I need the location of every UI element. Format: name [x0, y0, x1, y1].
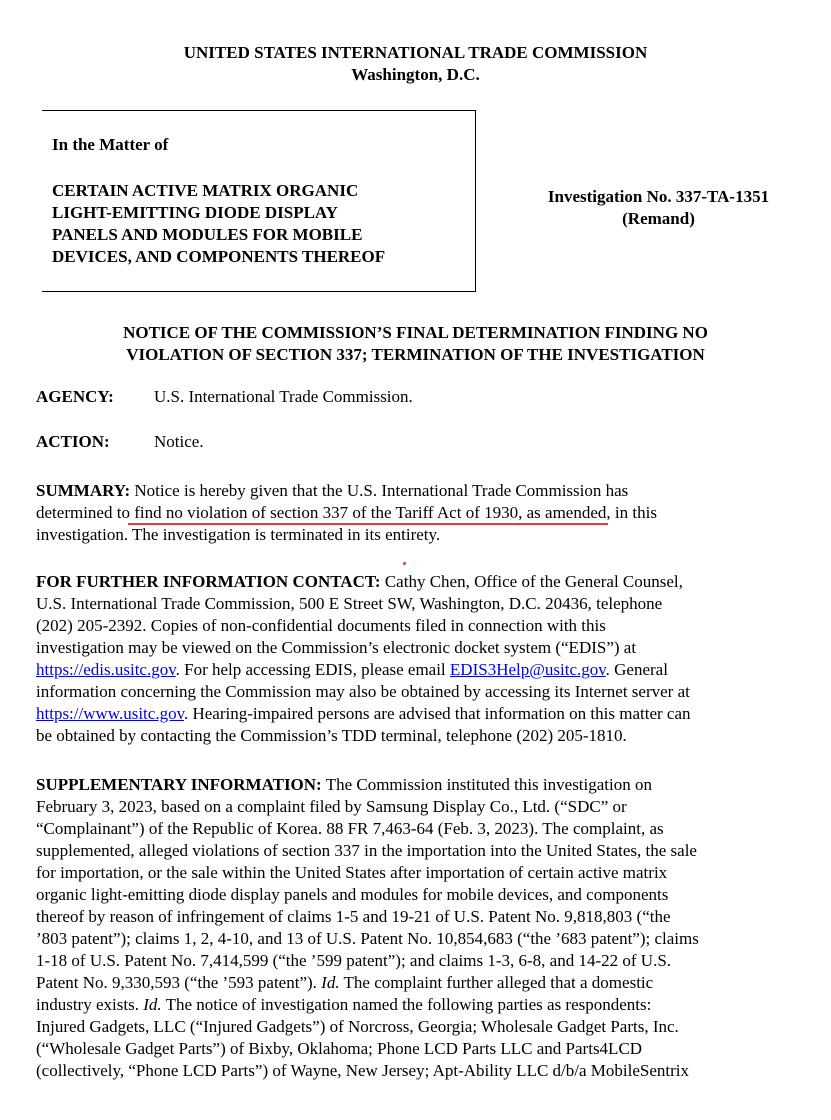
summary-line: investigation. The investigation is terminated in its entirety.	[36, 525, 441, 544]
red-underline-annotation	[128, 523, 608, 525]
supplementary-line: ’803 patent”); claims 1, 2, 4-10, and 13 of U.S. Patent No. 10,854,683 (“the ’683 patent”); claims	[36, 929, 699, 948]
summary-text: Notice is hereby given that the U.S. International Trade Commission has	[134, 481, 629, 500]
supplementary-label: SUPPLEMENTARY INFORMATION:	[36, 775, 322, 794]
action-line	[36, 431, 204, 453]
supplementary-line: (“Wholesale Gadget Parts”) of Bixby, Oklahoma; Phone LCD Parts LLC and Parts4LCD	[36, 1039, 643, 1058]
contact-text: . For help accessing EDIS, please email	[175, 660, 450, 679]
in-the-matter-of: In the Matter of	[52, 135, 169, 154]
agency-label: AGENCY:	[36, 387, 114, 406]
agency-text: U.S. International Trade Commission.	[154, 387, 413, 406]
contact-line: investigation may be viewed on the Commission’s electronic docket system (“EDIS”) at	[36, 638, 637, 657]
contact-line	[36, 659, 668, 681]
action-text: Notice.	[154, 432, 204, 451]
case-title-line: CERTAIN ACTIVE MATRIX ORGANIC	[52, 181, 359, 200]
supplementary-line: organic light-emitting diode display panels and modules for mobile devices, and components	[36, 885, 669, 904]
supplementary-text: The Commission instituted this investigation on	[325, 775, 652, 794]
case-title-line: DEVICES, AND COMPONENTS THEREOF	[52, 247, 386, 266]
supplementary-line: thereof by reason of infringement of claims 1-5 and 19-21 of U.S. Patent No. 9,818,803 (“the	[36, 907, 671, 926]
supplementary-text: industry exists.	[36, 995, 144, 1014]
action-label: ACTION:	[36, 432, 110, 451]
supplementary-text: Patent No. 9,330,593 (“the ’593 patent”).	[36, 973, 322, 992]
notice-title-line: VIOLATION OF SECTION 337; TERMINATION OF THE INVESTIGATION	[126, 345, 705, 364]
usitc-link[interactable]: https://www.usitc.gov	[36, 704, 184, 723]
summary-label: SUMMARY:	[36, 481, 131, 500]
case-title	[52, 180, 472, 268]
agency-line	[36, 386, 413, 408]
supplementary-line: Injured Gadgets, LLC (“Injured Gadgets”) of Norcross, Georgia; Wholesale Gadget Parts, Inc.	[36, 1017, 679, 1036]
supplementary-line: February 3, 2023, based on a complaint filed by Samsung Display Co., Ltd. (“SDC” or	[36, 797, 627, 816]
contact-text: . General	[605, 660, 668, 679]
summary-text: , as amended, in this	[518, 503, 657, 522]
supplementary-text: The notice of investigation named the following parties as respondents:	[161, 995, 652, 1014]
contact-line	[36, 571, 683, 593]
contact-line: be obtained by contacting the Commission’s TDD terminal, telephone (202) 205-1810.	[36, 726, 627, 745]
contact-line: (202) 205-2392. Copies of non-confidential documents filed in connection with this	[36, 616, 606, 635]
highlighted-finding: to find no violation of section 337 of the Tariff Act of 1930	[116, 503, 519, 522]
supplementary-line: supplemented, alleged violations of section 337 in the importation into the United States, the sale	[36, 841, 697, 860]
investigation-number-text: Investigation No. 337-TA-1351	[547, 187, 770, 206]
supplementary-line: for importation, or the sale within the United States after importation of certain active matrix	[36, 863, 668, 882]
case-title-line: PANELS AND MODULES FOR MOBILE	[52, 225, 363, 244]
contact-line: information concerning the Commission may also be obtained by accessing its Internet server at	[36, 682, 690, 701]
supplementary-line: (collectively, “Phone LCD Parts”) of Wayne, New Jersey; Apt-Ability LLC d/b/a MobileSentrix	[36, 1061, 689, 1080]
agency-header: UNITED STATES INTERNATIONAL TRADE COMMISSION	[183, 43, 648, 62]
remand-label: (Remand)	[622, 209, 695, 228]
location-header: Washington, D.C.	[351, 65, 480, 84]
supplementary-line	[36, 972, 653, 994]
notice-title-line: NOTICE OF THE COMMISSION’S FINAL DETERMINATION FINDING NO	[123, 323, 708, 342]
red-dot-annotation	[403, 562, 406, 565]
edis-help-email-link[interactable]: EDIS3Help@usitc.gov	[449, 660, 606, 679]
contact-label: FOR FURTHER INFORMATION CONTACT:	[36, 572, 381, 591]
contact-text: . Hearing-impaired persons are advised that information on this matter can	[183, 704, 691, 723]
edis-link[interactable]: https://edis.usitc.gov	[36, 660, 176, 679]
supplementary-line	[36, 994, 651, 1016]
contact-line: U.S. International Trade Commission, 500 E Street SW, Washington, D.C. 20436, telephone	[36, 594, 663, 613]
summary-line	[36, 502, 657, 524]
contact-text: Cathy Chen, Office of the General Counsel,	[384, 572, 683, 591]
contact-line	[36, 703, 691, 725]
supplementary-line: “Complainant”) of the Republic of Korea. 88 FR 7,463-64 (Feb. 3, 2023). The complaint, as	[36, 819, 664, 838]
case-title-line: LIGHT-EMITTING DIODE DISPLAY	[52, 203, 338, 222]
summary-line	[36, 480, 628, 502]
investigation-number	[486, 186, 831, 230]
id-citation: Id.	[143, 995, 162, 1014]
supplementary-line: 1-18 of U.S. Patent No. 7,414,599 (“the ’599 patent”); and claims 1-3, 6-8, and 14-22 of U.S.	[36, 951, 672, 970]
supplementary-line	[36, 774, 652, 796]
id-citation: Id.	[321, 973, 340, 992]
supplementary-text: The complaint further alleged that a domestic	[339, 973, 654, 992]
summary-text: determined	[36, 503, 113, 522]
